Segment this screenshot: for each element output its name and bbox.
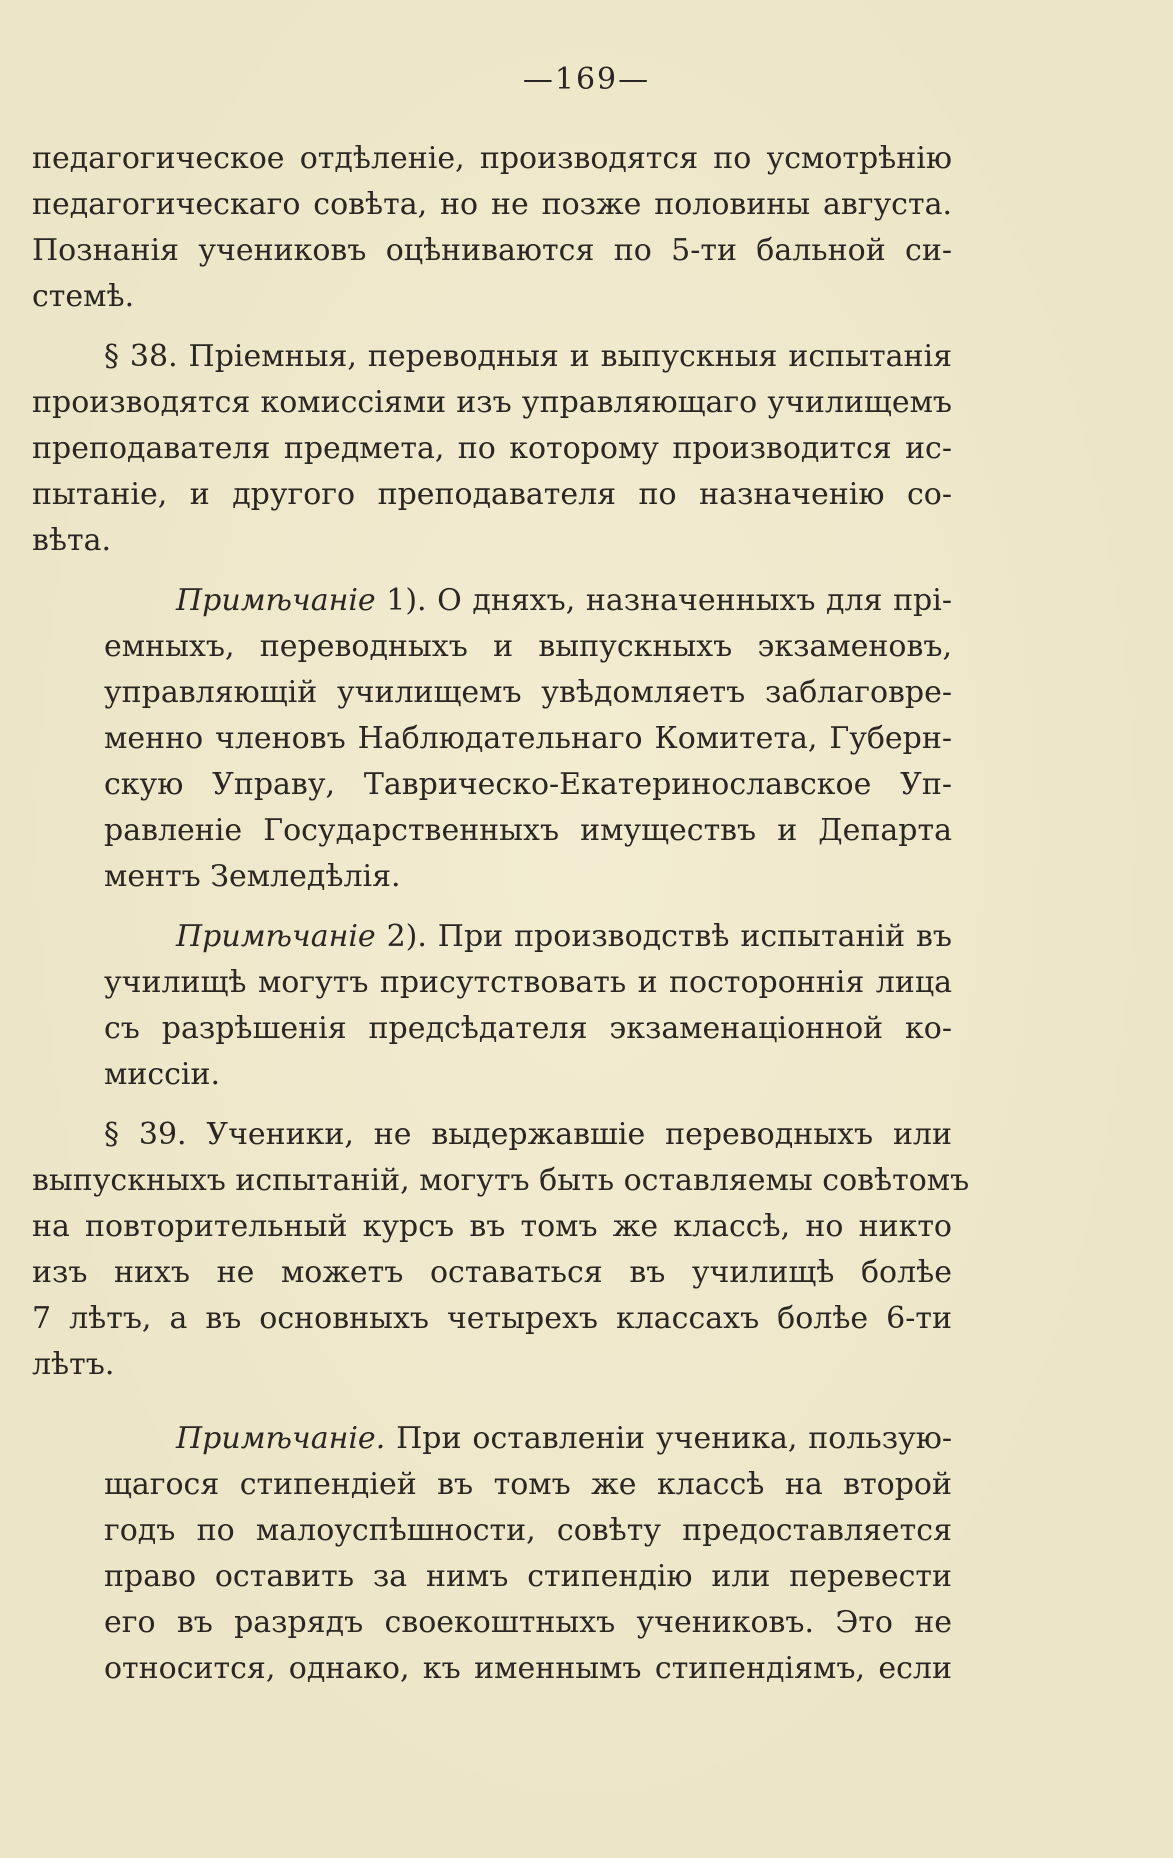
text-line: 7 лѣтъ, а въ основныхъ четырехъ классахъ болѣе 6-ти: [32, 1301, 952, 1336]
page-number: —169—: [522, 62, 651, 97]
text-line: училищѣ могутъ присутствовать и постороннія лица: [104, 965, 952, 1000]
note-1: [32, 578, 952, 900]
text-line: изъ нихъ не можетъ оставаться въ училищѣ болѣе: [32, 1255, 952, 1290]
paragraph-38: [32, 334, 952, 564]
text-line: Познанія учениковъ оцѣниваются по 5-ти бальной си-: [32, 233, 952, 268]
note-label: Примѣчаніе.: [176, 1421, 386, 1456]
text-line: годъ по малоуспѣшности, совѣту предоставляется: [104, 1513, 952, 1548]
text-line: лѣтъ.: [32, 1347, 115, 1382]
note-2: [32, 914, 952, 1098]
text-line: преподавателя предмета, по которому производится ис-: [32, 431, 952, 466]
text-line: управляющій училищемъ увѣдомляетъ заблаговре-: [104, 675, 952, 710]
page-body: [32, 136, 970, 1692]
note-text: При оставленіи ученика, пользую-: [385, 1421, 952, 1456]
text-line: [104, 914, 952, 960]
text-line: относится, однако, къ именнымъ стипендіямъ, если: [104, 1651, 952, 1686]
text-line: педагогическое отдѣленіе, производятся по усмотрѣнію: [32, 141, 952, 176]
text-line: педагогическаго совѣта, но не позже половины августа.: [32, 187, 952, 222]
note-3: [32, 1416, 952, 1692]
note-label: Примѣчаніе: [176, 919, 376, 954]
paragraph-intro: [32, 136, 952, 320]
text-line: щагося стипендіей въ томъ же классѣ на второй: [104, 1467, 952, 1502]
text-line: емныхъ, переводныхъ и выпускныхъ экзаменовъ,: [104, 629, 952, 664]
note-text: 1). О дняхъ, назначенныхъ для прі-: [375, 583, 952, 618]
text-line: [104, 1416, 952, 1462]
text-line: пытаніе, и другого преподавателя по назначенію со-: [32, 477, 952, 512]
note-text: 2). При производствѣ испытаній въ: [375, 919, 952, 954]
text-line: менно членовъ Наблюдательнаго Комитета, Губерн-: [104, 721, 952, 756]
text-line: право оставить за нимъ стипендію или перевести: [104, 1559, 952, 1594]
text-line: § 38. Пріемныя, переводныя и выпускныя испытанія: [104, 339, 952, 374]
text-line: на повторительный курсъ въ томъ же классѣ, но никто: [32, 1209, 952, 1244]
text-line: его въ разрядъ своекоштныхъ учениковъ. Это не: [104, 1605, 952, 1640]
text-line: равленіе Государственныхъ имуществъ и Департа: [104, 813, 952, 848]
text-line: [104, 578, 952, 624]
text-line: § 39. Ученики, не выдержавшіе переводныхъ или: [104, 1117, 952, 1152]
text-line: производятся комиссіями изъ управляющаго училищемъ: [32, 385, 952, 420]
text-line: ментъ Земледѣлія.: [104, 859, 401, 894]
text-line: стемѣ.: [32, 279, 135, 314]
text-line: съ разрѣшенія предсѣдателя экзаменаціонной ко-: [104, 1011, 952, 1046]
text-line: вѣта.: [32, 523, 111, 558]
text-line: миссіи.: [104, 1057, 221, 1092]
text-line: скую Управу, Таврическо-Екатеринославское Уп-: [104, 767, 952, 802]
paragraph-39: [32, 1112, 970, 1388]
note-label: Примѣчаніе: [176, 583, 376, 618]
text-line: выпускныхъ испытаній, могутъ быть оставляемы совѣтомъ: [32, 1163, 970, 1198]
